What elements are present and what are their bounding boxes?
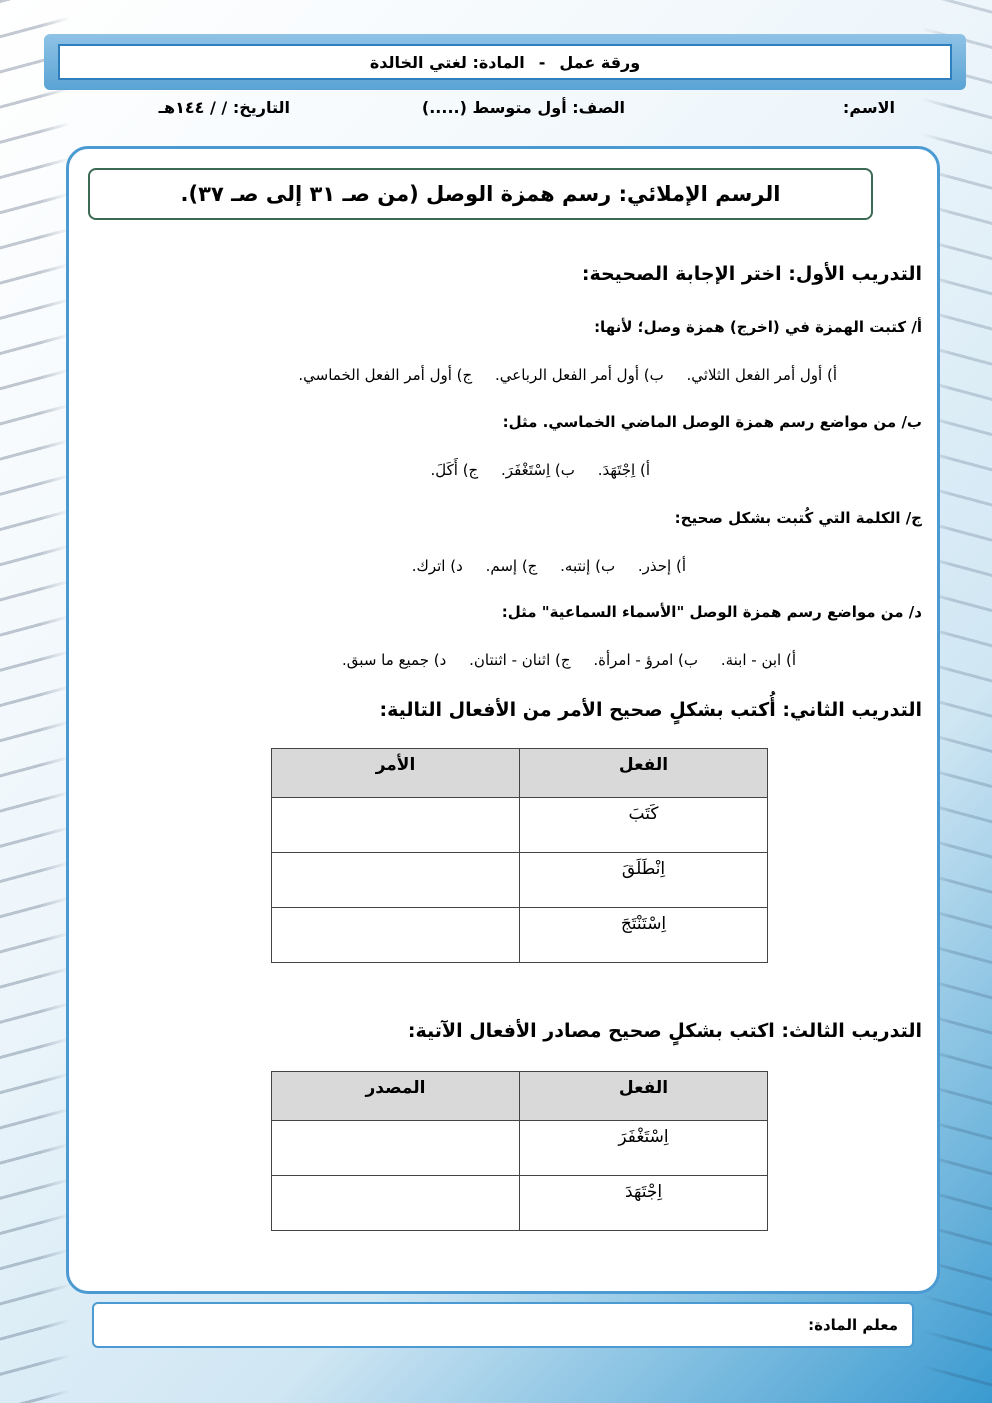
column-header-imperative: الأمر [272,749,520,798]
option[interactable]: ب) امرؤ - امرأة. [593,651,699,669]
decorative-left-edge [0,0,70,1403]
option[interactable]: أ) ابن - ابنة. [720,651,796,669]
date-field[interactable]: التاريخ: / / ١٤٤هـ [158,98,290,117]
question-d: د/ من مواضع رسم همزة الوصل "الأسماء السماعية" مثل: [501,603,922,621]
teacher-field[interactable]: معلم المادة: [808,1316,898,1334]
verb-cell: كَتَبَ [520,798,768,853]
option[interactable]: ب) أول أمر الفعل الرباعي. [495,366,664,384]
verb-cell: اِجْتَهَدَ [520,1176,768,1231]
table-row [272,908,768,963]
answer-cell[interactable] [272,853,520,908]
answer-cell[interactable] [272,798,520,853]
header-banner [44,34,966,90]
table-row [272,853,768,908]
option[interactable]: ج) أَكَلَ. [430,461,479,479]
table-header-row [272,749,768,798]
column-header-verb: الفعل [520,1072,768,1121]
option[interactable]: أ) إحذر. [637,557,686,575]
table-header-row [272,1072,768,1121]
header-separator: - [538,52,546,72]
worksheet-label: ورقة عمل [559,52,641,72]
option[interactable]: د) اترك. [411,557,463,575]
column-header-infinitive: المصدر [272,1072,520,1121]
option[interactable]: د) جميع ما سبق. [342,651,447,669]
question-d-options [324,651,796,669]
answer-cell[interactable] [272,908,520,963]
lesson-title: الرسم الإملائي: رسم همزة الوصل (من صـ ٣١ إلى صـ ٣٧). [88,168,873,220]
table-row [272,1121,768,1176]
name-field[interactable]: الاسم: [842,98,895,117]
answer-cell[interactable] [272,1121,520,1176]
table-row [272,798,768,853]
table-row [272,1176,768,1231]
option[interactable]: أ) أول أمر الفعل الثلاثي. [686,366,837,384]
option[interactable]: ب) اِسْتَغْفَرَ. [501,461,575,479]
question-b: ب/ من مواضع رسم همزة الوصل الماضي الخماسي. مثل: [502,413,922,431]
subject-label: المادة: لغتي الخالدة [369,52,525,72]
exercise3-table [271,1071,768,1231]
question-c: ج/ الكلمة التي كُتبت بشكل صحيح: [674,509,922,527]
student-info-row [110,96,895,124]
option[interactable]: أ) اِجْتَهَدَ. [597,461,650,479]
footer-box [92,1302,914,1348]
exercise2-table [271,748,768,963]
option[interactable]: ج) إسم. [485,557,538,575]
exercise2-title: التدريب الثاني: أُكتب بشكلٍ صحيح الأمر من الأفعال التالية: [379,699,922,721]
question-a: أ/ كتبت الهمزة في (اخرج) همزة وصل؛ لأنها: [594,318,922,336]
column-header-verb: الفعل [520,749,768,798]
option[interactable]: ج) اثنان - اثنتان. [469,651,571,669]
answer-cell[interactable] [272,1176,520,1231]
question-b-options [413,461,651,479]
exercise1-title: التدريب الأول: اختر الإجابة الصحيحة: [581,263,922,285]
header-title [58,44,952,80]
verb-cell: اِسْتَغْفَرَ [520,1121,768,1176]
question-c-options [394,557,686,575]
verb-cell: اِسْتَنْتَجَ [520,908,768,963]
verb-cell: اِنْطَلَقَ [520,853,768,908]
option[interactable]: ب) إنتبه. [560,557,616,575]
exercise3-title: التدريب الثالث: اكتب بشكلٍ صحيح مصادر الأفعال الآتية: [407,1020,922,1042]
option[interactable]: ج) أول أمر الفعل الخماسي. [298,366,473,384]
class-field[interactable]: الصف: أول متوسط (.....) [421,98,625,117]
question-a-options [280,366,837,384]
